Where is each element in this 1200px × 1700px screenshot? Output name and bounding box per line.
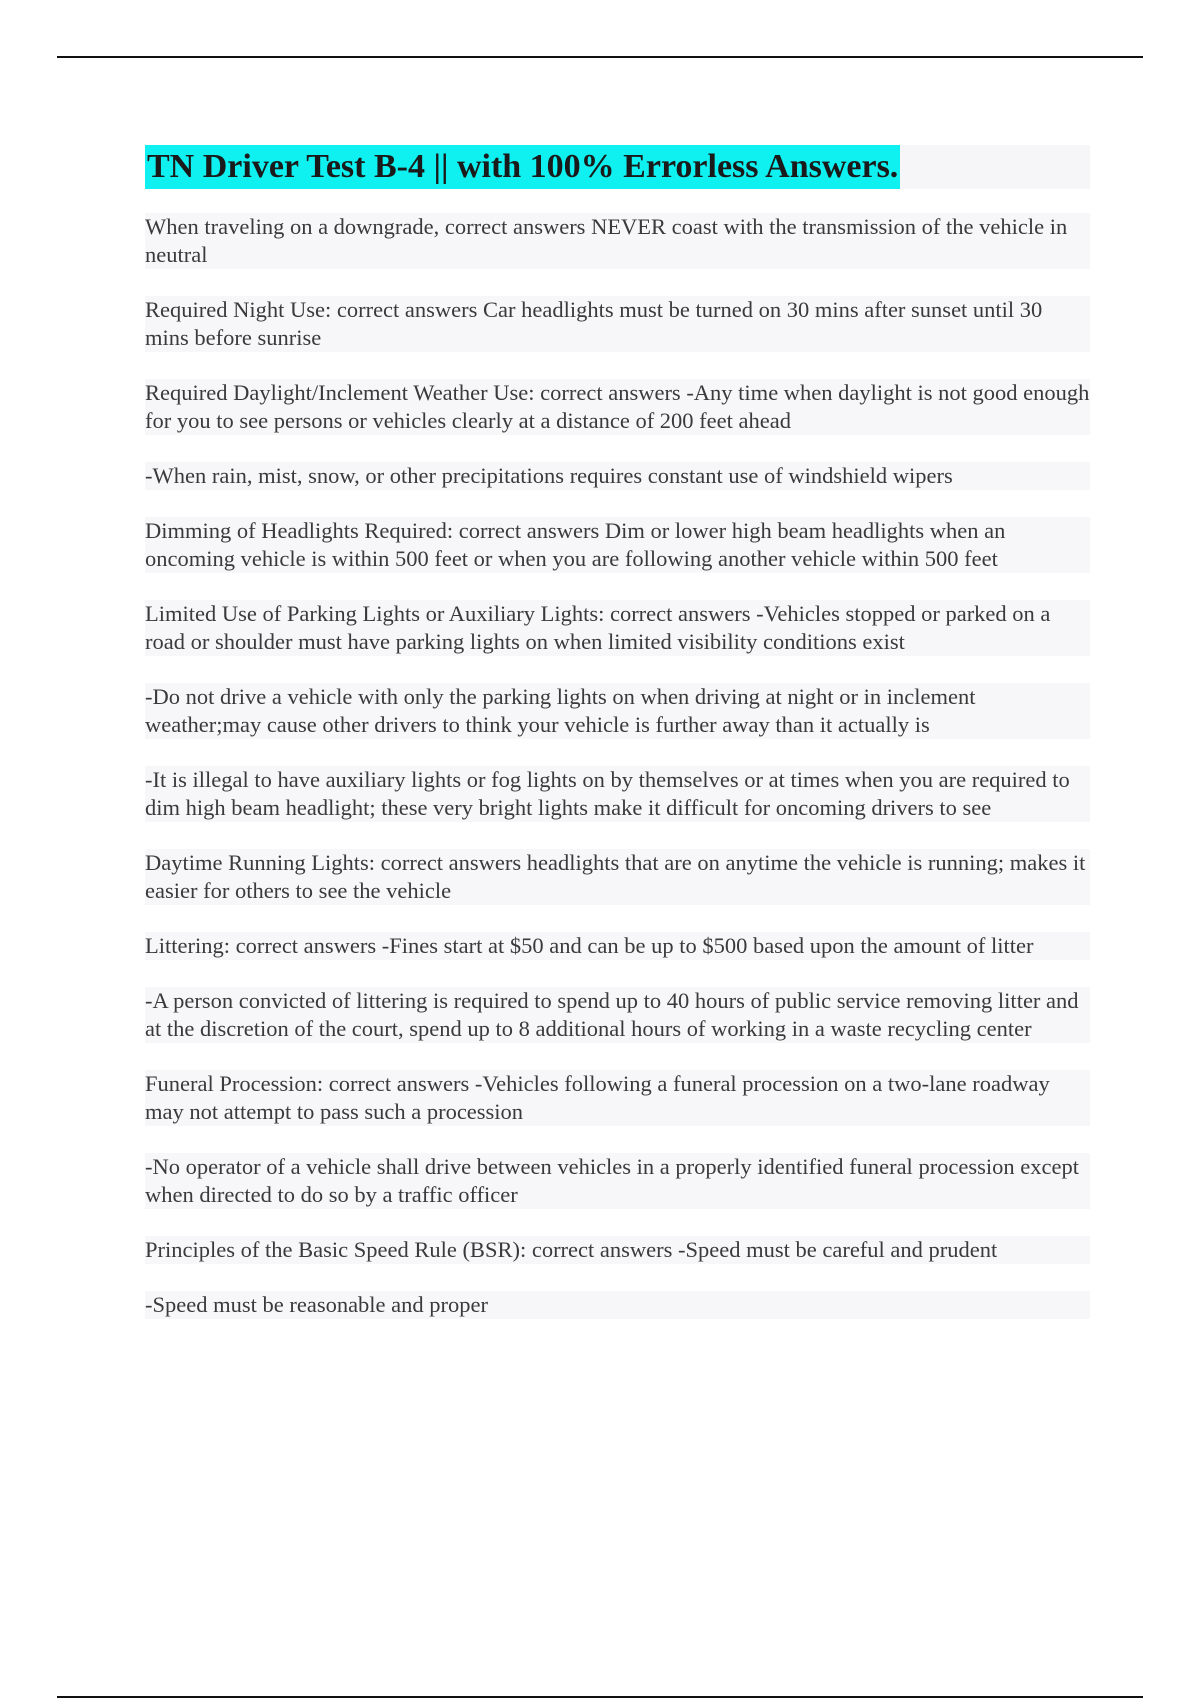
- document-body: [145, 145, 1090, 1346]
- bottom-rule: [57, 1696, 1143, 1698]
- top-rule: [57, 56, 1143, 58]
- paragraph: When traveling on a downgrade, correct answers NEVER coast with the transmission of the vehicle in neutral: [145, 213, 1090, 269]
- paragraph: Littering: correct answers -Fines start at $50 and can be up to $500 based upon the amount of litter: [145, 932, 1090, 960]
- paragraph: -A person convicted of littering is required to spend up to 40 hours of public service removing litter and at the discretion of the court, spend up to 8 additional hours of working in a waste recycling center: [145, 987, 1090, 1043]
- paragraph: Principles of the Basic Speed Rule (BSR): correct answers -Speed must be careful and prudent: [145, 1236, 1090, 1264]
- paragraph: Funeral Procession: correct answers -Vehicles following a funeral procession on a two-lane roadway may not attempt to pass such a procession: [145, 1070, 1090, 1126]
- paragraph: Required Daylight/Inclement Weather Use: correct answers -Any time when daylight is not good enough for you to see persons or vehicles clearly at a distance of 200 feet ahead: [145, 380, 1090, 433]
- paragraph: Limited Use of Parking Lights or Auxiliary Lights: correct answers -Vehicles stopped or parked on a road or shoulder must have parking lights on when limited visibility conditions exist: [145, 600, 1090, 656]
- paragraph: -Speed must be reasonable and proper: [145, 1291, 1090, 1319]
- paragraph: -Do not drive a vehicle with only the parking lights on when driving at night or in inclement weather;may cause other drivers to think your vehicle is further away than it actually is: [145, 683, 1090, 739]
- paragraph: -It is illegal to have auxiliary lights or fog lights on by themselves or at times when you are required to dim high beam headlight; these very bright lights make it difficult for oncoming drivers to see: [145, 766, 1090, 822]
- document-title: TN Driver Test B-4 || with 100% Errorless Answers.: [145, 145, 900, 189]
- paragraph: -No operator of a vehicle shall drive between vehicles in a properly identified funeral procession except when directed to do so by a traffic officer: [145, 1153, 1090, 1209]
- paragraph: -When rain, mist, snow, or other precipitations requires constant use of windshield wipers: [145, 462, 1090, 490]
- title-row: [145, 145, 1090, 189]
- paragraph: Required Night Use: correct answers Car headlights must be turned on 30 mins after sunset until 30 mins before sunrise: [145, 296, 1090, 352]
- paragraph: Daytime Running Lights: correct answers headlights that are on anytime the vehicle is running; makes it easier for others to see the vehicle: [145, 849, 1090, 905]
- paragraph: Dimming of Headlights Required: correct answers Dim or lower high beam headlights when an oncoming vehicle is within 500 feet or when you are following another vehicle within 500 feet: [145, 517, 1090, 573]
